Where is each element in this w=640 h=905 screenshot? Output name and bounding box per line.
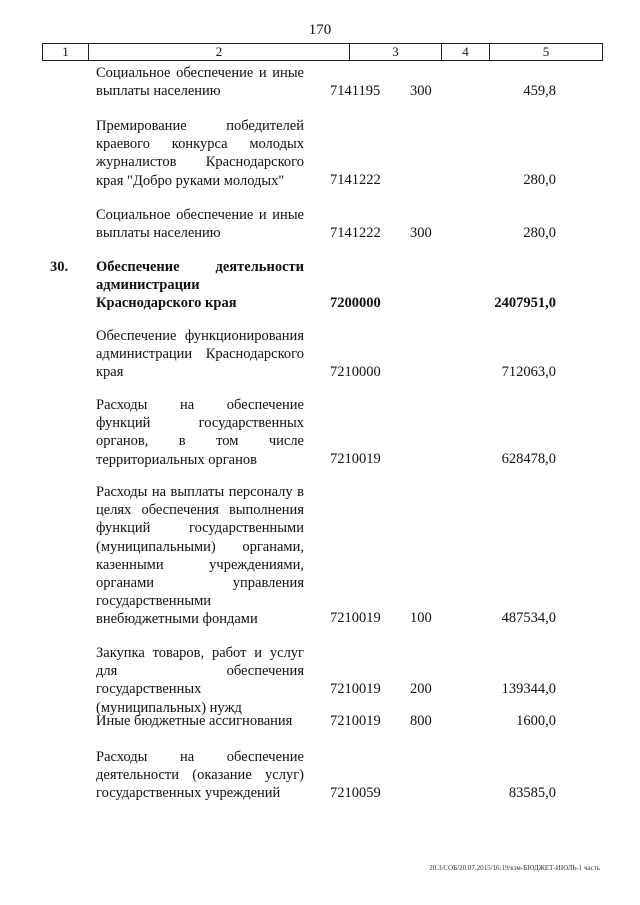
row-description: Обеспечение деятельности администрации Краснодарского края: [96, 259, 304, 312]
row-code: 7210000: [330, 364, 381, 380]
document-footer: 20.3/СОБ/20.07.2015/16:19/кзм-БЮДЖЕТ-ИЮЛЬ-1 часть: [429, 864, 600, 872]
row-description: Социальное обеспечение и иные выплаты населению: [96, 65, 304, 100]
row-amount: 83585,0: [508, 785, 556, 801]
column-header: 1: [62, 44, 69, 59]
column-header: 5: [542, 44, 550, 59]
row-code: 7141195: [330, 83, 381, 99]
row-description: Иные бюджетные ассигнования: [96, 713, 293, 729]
row-amount: 1600,0: [516, 713, 556, 729]
row-kind: 800: [410, 713, 432, 729]
row-amount: 712063,0: [501, 364, 556, 380]
row-code: 7200000: [330, 295, 381, 311]
row-number: 30.: [50, 259, 69, 275]
row-description: Расходы на обеспечение деятельности (оказание услуг) государственных учреждений: [96, 749, 304, 802]
row-code: 7210059: [330, 785, 381, 801]
row-amount: 2407951,0: [494, 295, 556, 311]
row-amount: 487534,0: [501, 610, 556, 626]
row-amount: 628478,0: [501, 451, 556, 467]
page-number: 170: [308, 22, 332, 38]
row-code: 7210019: [330, 610, 381, 626]
row-code: 7210019: [330, 451, 381, 467]
column-header: 3: [392, 44, 399, 59]
row-amount: 280,0: [523, 225, 556, 241]
row-kind: 300: [410, 83, 432, 99]
row-amount: 139344,0: [501, 681, 556, 697]
row-code: 7210019: [330, 713, 381, 729]
column-header: 4: [462, 44, 469, 59]
row-kind: 200: [410, 681, 432, 697]
row-amount: 459,8: [523, 83, 556, 99]
row-code: 7141222: [330, 225, 381, 241]
row-kind: 100: [410, 610, 432, 626]
table-header: [42, 43, 603, 61]
row-description: Социальное обеспечение и иные выплаты населению: [96, 207, 304, 242]
row-code: 7141222: [330, 172, 381, 188]
row-description: Обеспечение функционирования администрации Краснодарского края: [96, 328, 304, 381]
row-kind: 300: [410, 225, 432, 241]
row-description: Расходы на выплаты персоналу в целях обеспечения выполнения функций государственными (муниципальными) органами, казенными учреждениями, органами управления государственными внебюджетными фондами: [96, 484, 304, 628]
row-amount: 280,0: [523, 172, 556, 188]
row-description: Премирование победителей краевого конкурса молодых журналистов Краснодарского края "Добро руками молодых": [96, 118, 304, 189]
row-description: Закупка товаров, работ и услуг для обеспечения государственных (муниципальных) нужд: [96, 645, 304, 716]
row-code: 7210019: [330, 681, 381, 697]
row-description: Расходы на обеспечение функций государственных органов, в том числе территориальных органов: [96, 397, 304, 468]
column-header: 2: [215, 44, 223, 59]
